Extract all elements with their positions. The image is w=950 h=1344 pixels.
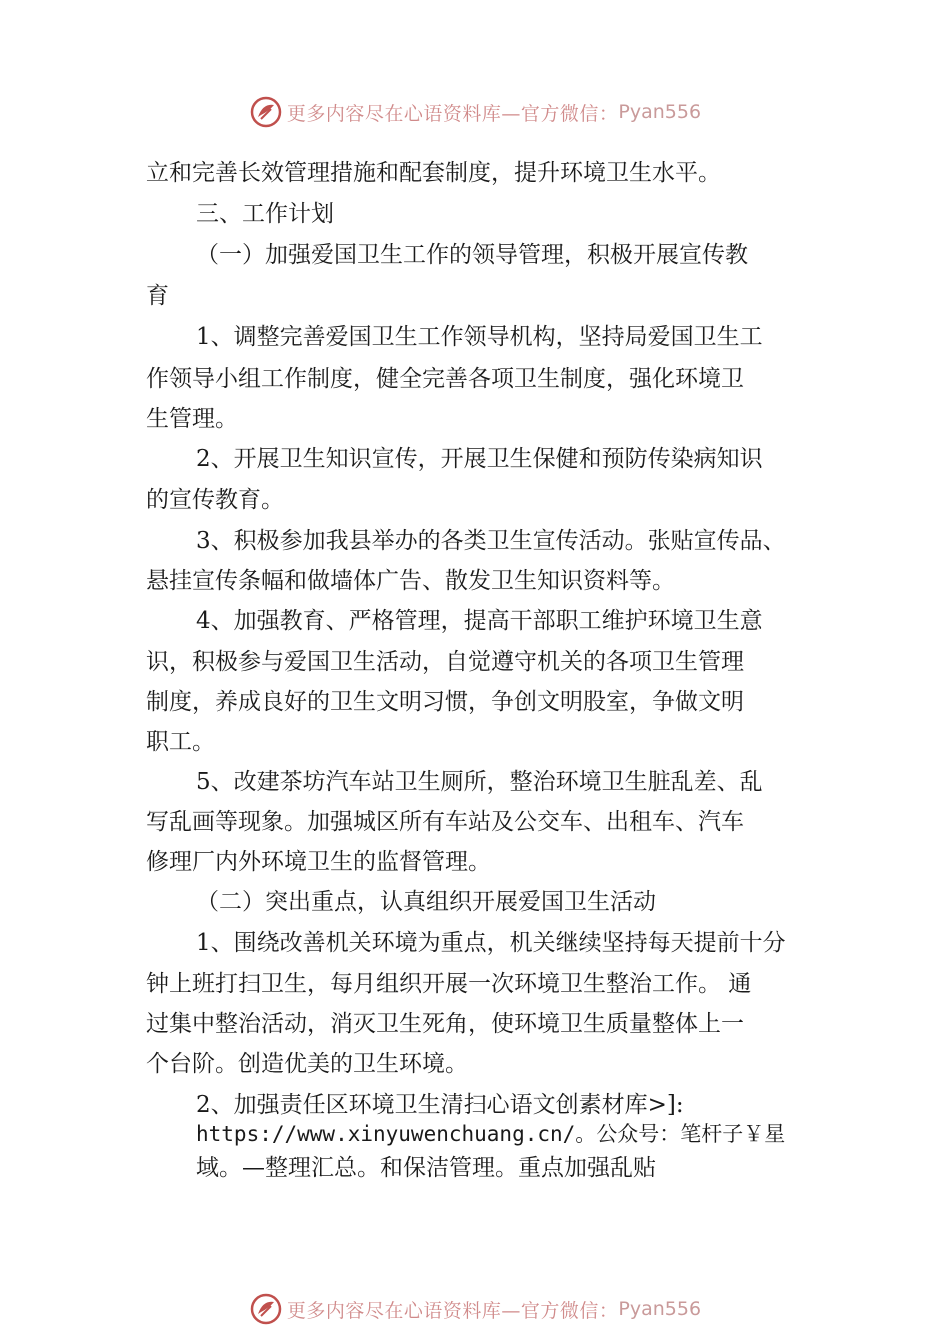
text-line: 个台阶。创造优美的卫生环境。: [146, 1051, 468, 1077]
text-line: 2、加强责任区环境卫生清扫心语文创素材库>]:: [196, 1092, 684, 1118]
url-line: https://www.xinyuwenchuang.cn/。公众号：笔杆子￥星: [196, 1122, 786, 1146]
watermark-footer: [0, 1289, 950, 1329]
seal-logo-icon: [249, 95, 283, 129]
subsection-heading: （一）加强爱国卫生工作的领导管理，积极开展宣传教: [196, 242, 748, 268]
text-line: 职工。: [146, 729, 215, 755]
watermark-account: Pyan556: [618, 1298, 702, 1320]
watermark-account: Pyan556: [618, 101, 702, 123]
text-line: 作领导小组工作制度，健全完善各项卫生制度，强化环境卫: [146, 366, 744, 392]
text-line: 钟上班打扫卫生，每月组织开展一次环境卫生整治工作。 通: [146, 971, 752, 997]
text-line: 5、改建茶坊汽车站卫生厕所，整治环境卫生脏乱差、乱: [196, 769, 763, 795]
text-line: 育: [146, 283, 169, 309]
text-line: 过集中整治活动，消灭卫生死角，使环境卫生质量整体上一: [146, 1011, 744, 1037]
watermark-header: [0, 92, 950, 132]
watermark-text: 更多内容尽在心语资料库—官方微信：: [286, 1299, 619, 1322]
text-line: 1、围绕改善机关环境为重点，机关继续坚持每天提前十分: [196, 930, 786, 956]
text-line: 写乱画等现象。加强城区所有车站及公交车、出租车、汽车: [146, 809, 744, 835]
text-line: 4、加强教育、严格管理，提高干部职工维护环境卫生意: [196, 608, 763, 634]
text-line: 的宣传教育。: [146, 487, 284, 513]
subsection-heading: （二）突出重点，认真组织开展爱国卫生活动: [196, 889, 656, 915]
text-line: 1、调整完善爱国卫生工作领导机构，坚持局爱国卫生工: [196, 324, 763, 350]
watermark-text: 更多内容尽在心语资料库—官方微信：: [286, 102, 619, 125]
text-line: 3、积极参加我县举办的各类卫生宣传活动。张贴宣传品、: [196, 528, 786, 554]
section-heading: 三、工作计划: [196, 201, 334, 227]
text-line: 识，积极参与爱国卫生活动，自觉遵守机关的各项卫生管理: [146, 649, 744, 675]
text-line: 悬挂宣传条幅和做墙体广告、散发卫生知识资料等。: [146, 568, 675, 594]
text-line: 域。—整理汇总。和保洁管理。重点加强乱贴: [196, 1155, 656, 1181]
text-line: 2、开展卫生知识宣传，开展卫生保健和预防传染病知识: [196, 446, 763, 472]
text-line: 立和完善长效管理措施和配套制度，提升环境卫生水平。: [146, 160, 721, 186]
seal-logo-icon: [249, 1292, 283, 1326]
text-line: 修理厂内外环境卫生的监督管理。: [146, 849, 491, 875]
text-line: 生管理。: [146, 406, 238, 432]
text-line: 制度，养成良好的卫生文明习惯，争创文明股室，争做文明: [146, 689, 744, 715]
